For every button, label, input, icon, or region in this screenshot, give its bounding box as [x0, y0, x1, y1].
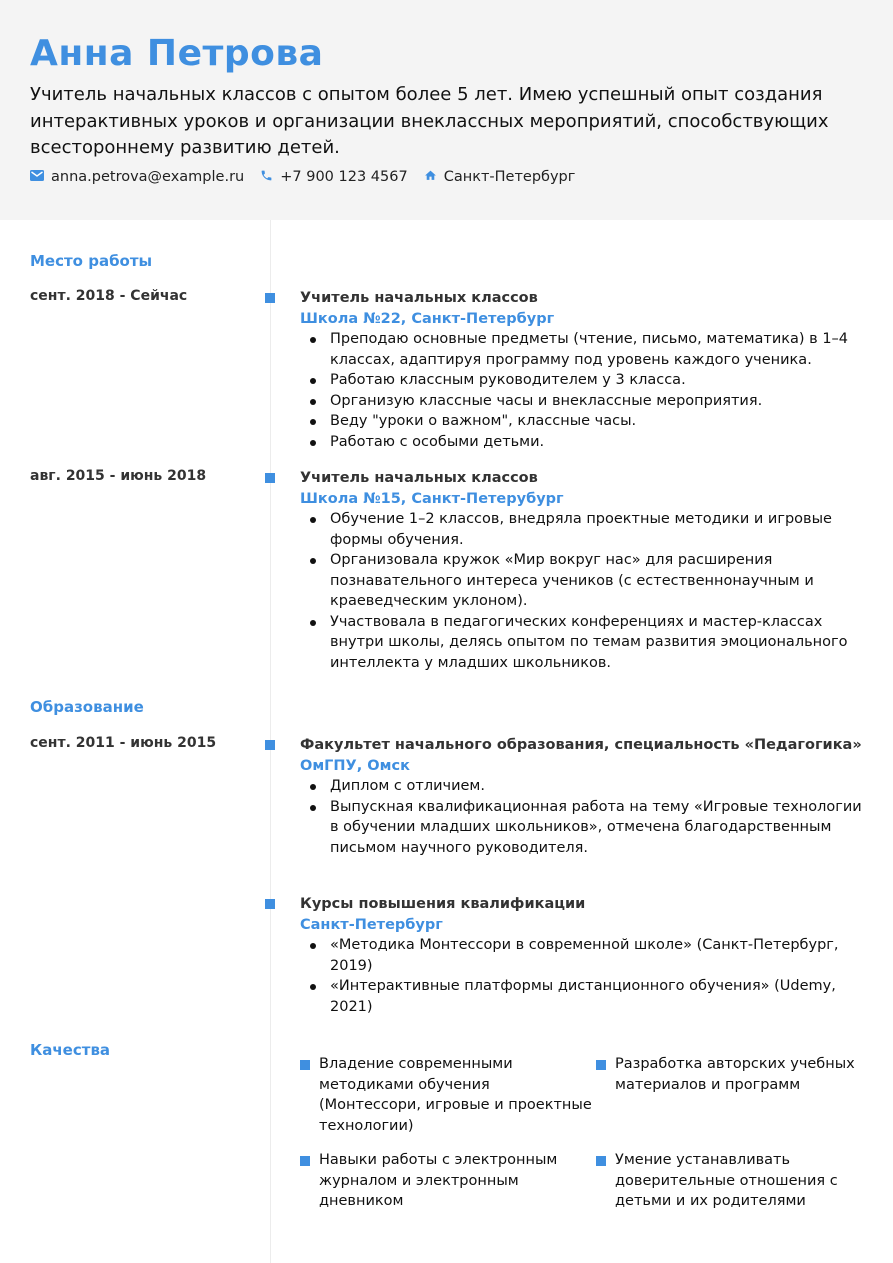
list-item: Организую классные часы и внеклассные мероприятия. [300, 391, 870, 412]
summary: Учитель начальных классов с опытом более 5 лет. Имею успешный опыт создания интерактивных уроков и организации внеклассных мероприятий, способствующих всестороннему развитию детей. [30, 84, 829, 158]
entry-date: сент. 2011 - июнь 2015 [30, 735, 217, 751]
mail-icon [30, 169, 51, 185]
quality-item [300, 1054, 596, 1136]
timeline-marker [265, 473, 275, 483]
contact-email[interactable] [30, 169, 244, 185]
timeline-marker [265, 740, 275, 750]
entry-title: Учитель начальных классов [300, 470, 538, 486]
list-item: «Интерактивные платформы дистанционного обучения» (Udemy, 2021) [300, 976, 870, 1017]
home-icon [424, 169, 444, 186]
timeline-marker [265, 899, 275, 909]
entry-organization: Школа №22, Санкт-Петербург [300, 310, 555, 327]
entry-title: Курсы повышения квалификации [300, 896, 586, 912]
list-item: Диплом с отличием. [300, 776, 870, 797]
list-item: Выпускная квалификационная работа на тему «Игровые технологии в обучении младших школьников», отмечена благодарственным письмом научного руководителя. [300, 797, 870, 859]
list-item: Преподаю основные предметы (чтение, письмо, математика) в 1–4 классах, адаптируя программу под уровень каждого ученика. [300, 329, 870, 370]
entry-date: сент. 2018 - Сейчас [30, 288, 188, 304]
entry-date: авг. 2015 - июнь 2018 [30, 468, 207, 484]
quality-text: Владение современными методиками обучения (Монтессори, игровые и проектные технологии) [319, 1056, 592, 1134]
phone-icon [260, 169, 280, 186]
list-item: Веду "уроки о важном", классные часы. [300, 411, 870, 432]
contacts [30, 169, 863, 186]
email-text: anna.petrova@example.ru [51, 169, 245, 185]
phone-text: +7 900 123 4567 [280, 169, 408, 185]
quality-text: Навыки работы с электронным журналом и электронным дневником [319, 1152, 558, 1209]
section-title-qualities: Качества [30, 1041, 111, 1059]
list-item: Организовала кружок «Мир вокруг нас» для расширения познавательного интереса учеников (с естественнонаучным и краеведческим уклоном). [300, 550, 870, 612]
section-title-work: Место работы [30, 252, 153, 270]
entry-organization: Школа №15, Санкт-Петерубург [300, 490, 564, 507]
location-text: Санкт-Петербург [443, 169, 576, 185]
square-bullet-icon [300, 1156, 310, 1166]
list-item: Участвовала в педагогических конференциях и мастер-классах внутри школы, делясь опытом по темам развития эмоционального интеллекта у младших школьников. [300, 612, 870, 674]
section-title-education: Образование [30, 698, 144, 716]
header [0, 0, 893, 220]
timeline-marker [265, 293, 275, 303]
entry-organization: ОмГПУ, Омск [300, 757, 410, 774]
list-item: «Методика Монтессори в современной школе» (Санкт-Петербург, 2019) [300, 935, 870, 976]
person-name: Анна Петрова [30, 33, 324, 74]
square-bullet-icon [596, 1156, 606, 1166]
list-item: Обучение 1–2 классов, внедряла проектные методики и игровые формы обучения. [300, 509, 870, 550]
qualities-grid [300, 1054, 880, 1212]
entry-title: Учитель начальных классов [300, 290, 538, 306]
quality-item [596, 1150, 866, 1212]
list-item: Работаю с особыми детьми. [300, 432, 870, 453]
list-item: Работаю классным руководителем у 3 класса. [300, 370, 870, 391]
entry-title: Факультет начального образования, специальность «Педагогика» [300, 737, 862, 753]
quality-text: Умение устанавливать доверительные отношения с детьми и их родителями [615, 1152, 838, 1209]
entry-organization: Санкт-Петербург [300, 916, 443, 933]
contact-phone[interactable] [260, 169, 407, 186]
square-bullet-icon [596, 1060, 606, 1070]
contact-location [424, 169, 576, 186]
quality-text: Разработка авторских учебных материалов и программ [615, 1056, 855, 1093]
square-bullet-icon [300, 1060, 310, 1070]
quality-item [596, 1054, 866, 1136]
quality-item [300, 1150, 596, 1212]
